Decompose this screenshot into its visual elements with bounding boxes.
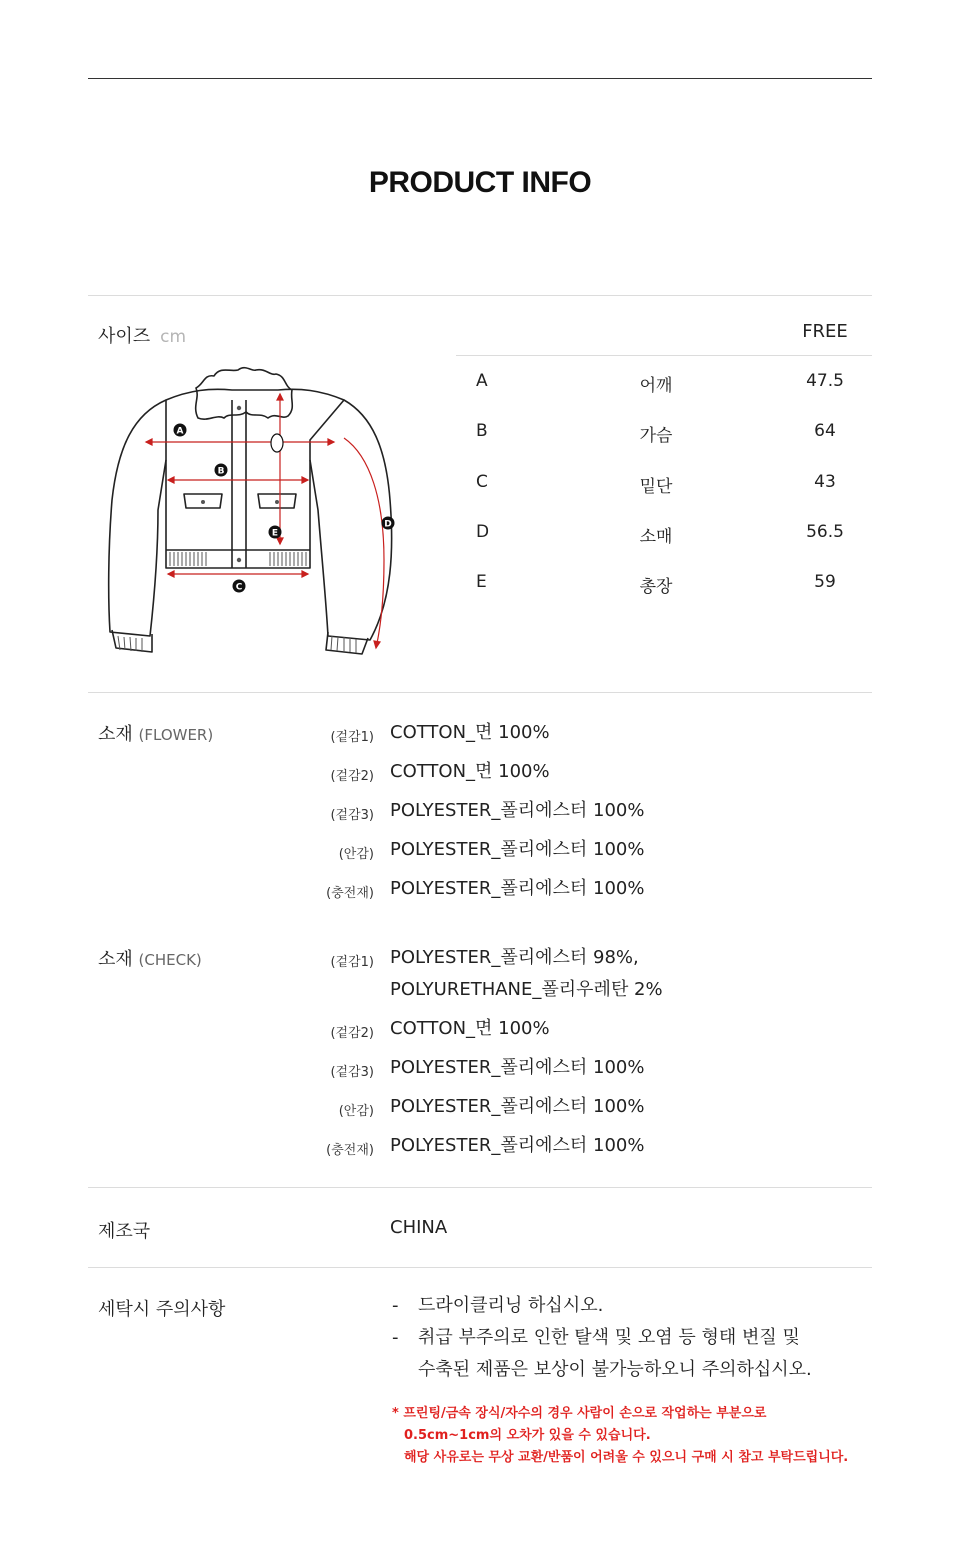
origin-value: CHINA: [390, 1217, 448, 1238]
notice-line: 0.5cm~1cm의 오차가 있을 수 있습니다.: [404, 1428, 651, 1443]
size-key: D: [476, 522, 490, 542]
material-part: (안감): [338, 1104, 374, 1119]
material-part: (겉감1): [330, 730, 374, 745]
care-dash: -: [392, 1295, 399, 1316]
size-name: 총장: [639, 577, 673, 597]
diagram-mark-b: B: [217, 466, 225, 477]
material-value: [390, 942, 663, 1006]
size-key: B: [476, 421, 488, 441]
diagram-mark-c: C: [235, 582, 243, 593]
size-column-header: FREE: [802, 321, 848, 342]
size-name: 밑단: [639, 477, 673, 497]
size-value: 56.5: [806, 522, 844, 542]
section-divider: [88, 295, 872, 296]
size-row: [456, 371, 872, 395]
size-row: [456, 522, 872, 546]
size-key: C: [476, 472, 488, 492]
material-part: (겉감1): [330, 955, 374, 970]
material-part: (겉감3): [330, 808, 374, 823]
size-value: 43: [814, 472, 836, 492]
material-flower-label: [98, 720, 213, 746]
material-sub: (CHECK): [138, 951, 202, 969]
notice-line: * 프린팅/금속 장식/자수의 경우 사람이 손으로 작업하는 부분으로: [392, 1406, 767, 1421]
care-dash: -: [392, 1327, 399, 1348]
size-label-text: 사이즈: [98, 326, 151, 347]
material-value: COTTON_면 100%: [390, 761, 550, 782]
notice-line: 해당 사유로는 무상 교환/반품이 어려울 수 있으니 구매 시 참고 부탁드립니다.: [404, 1450, 849, 1465]
jacket-diagram: [100, 360, 410, 660]
origin-label: 제조국: [98, 1221, 151, 1242]
material-value: POLYESTER_폴리에스터 100%: [390, 839, 645, 860]
material-part: (충전재): [326, 886, 374, 901]
size-header-divider: [456, 355, 872, 356]
material-part: (안감): [338, 847, 374, 862]
page-title: PRODUCT INFO: [368, 166, 592, 199]
material-label: 소재: [98, 724, 133, 745]
size-row: [456, 472, 872, 496]
material-part: (충전재): [326, 1143, 374, 1158]
size-row: [456, 421, 872, 445]
material-value: POLYESTER_폴리에스터 100%: [390, 1135, 645, 1156]
care-item: 드라이클리닝 하십시오.: [418, 1295, 604, 1316]
diagram-mark-d: D: [384, 519, 392, 530]
size-value: 64: [814, 421, 836, 441]
size-name: 소매: [639, 527, 673, 547]
material-part: (겉감3): [330, 1065, 374, 1080]
section-divider: [88, 692, 872, 693]
care-label: 세탁시 주의사항: [98, 1299, 226, 1320]
material-sub: (FLOWER): [138, 726, 214, 744]
size-row: [456, 572, 872, 596]
diagram-mark-e: E: [271, 528, 279, 539]
material-value: POLYESTER_폴리에스터 100%: [390, 1057, 645, 1078]
material-part: (겉감2): [330, 1026, 374, 1041]
size-label: [98, 322, 186, 348]
section-divider: [88, 1187, 872, 1188]
size-name: 가슴: [639, 426, 673, 446]
size-unit: cm: [160, 327, 187, 347]
care-instructions: [392, 1290, 812, 1386]
diagram-mark-a: A: [176, 426, 184, 437]
material-value-line1: POLYESTER_폴리에스터 98%,: [390, 947, 639, 968]
material-label: 소재: [98, 949, 133, 970]
size-value: 47.5: [806, 371, 844, 391]
section-divider: [88, 1267, 872, 1268]
material-value: COTTON_면 100%: [390, 1018, 550, 1039]
size-key: E: [476, 572, 487, 592]
material-check-label: [98, 945, 202, 971]
size-name: 어깨: [639, 376, 673, 396]
material-value: POLYESTER_폴리에스터 100%: [390, 800, 645, 821]
notice: [392, 1403, 848, 1469]
material-value-line2: POLYURETHANE_폴리우레탄 2%: [390, 979, 663, 1000]
care-item-continued: 수축된 제품은 보상이 불가능하오니 주의하십시오.: [418, 1359, 812, 1380]
material-part: (겉감2): [330, 769, 374, 784]
material-value: POLYESTER_폴리에스터 100%: [390, 878, 645, 899]
material-value: POLYESTER_폴리에스터 100%: [390, 1096, 645, 1117]
size-value: 59: [814, 572, 836, 592]
size-key: A: [476, 371, 488, 391]
material-value: COTTON_면 100%: [390, 722, 550, 743]
care-item: 취급 부주의로 인한 탈색 및 오염 등 형태 변질 및: [418, 1327, 800, 1348]
top-divider: [88, 78, 872, 79]
